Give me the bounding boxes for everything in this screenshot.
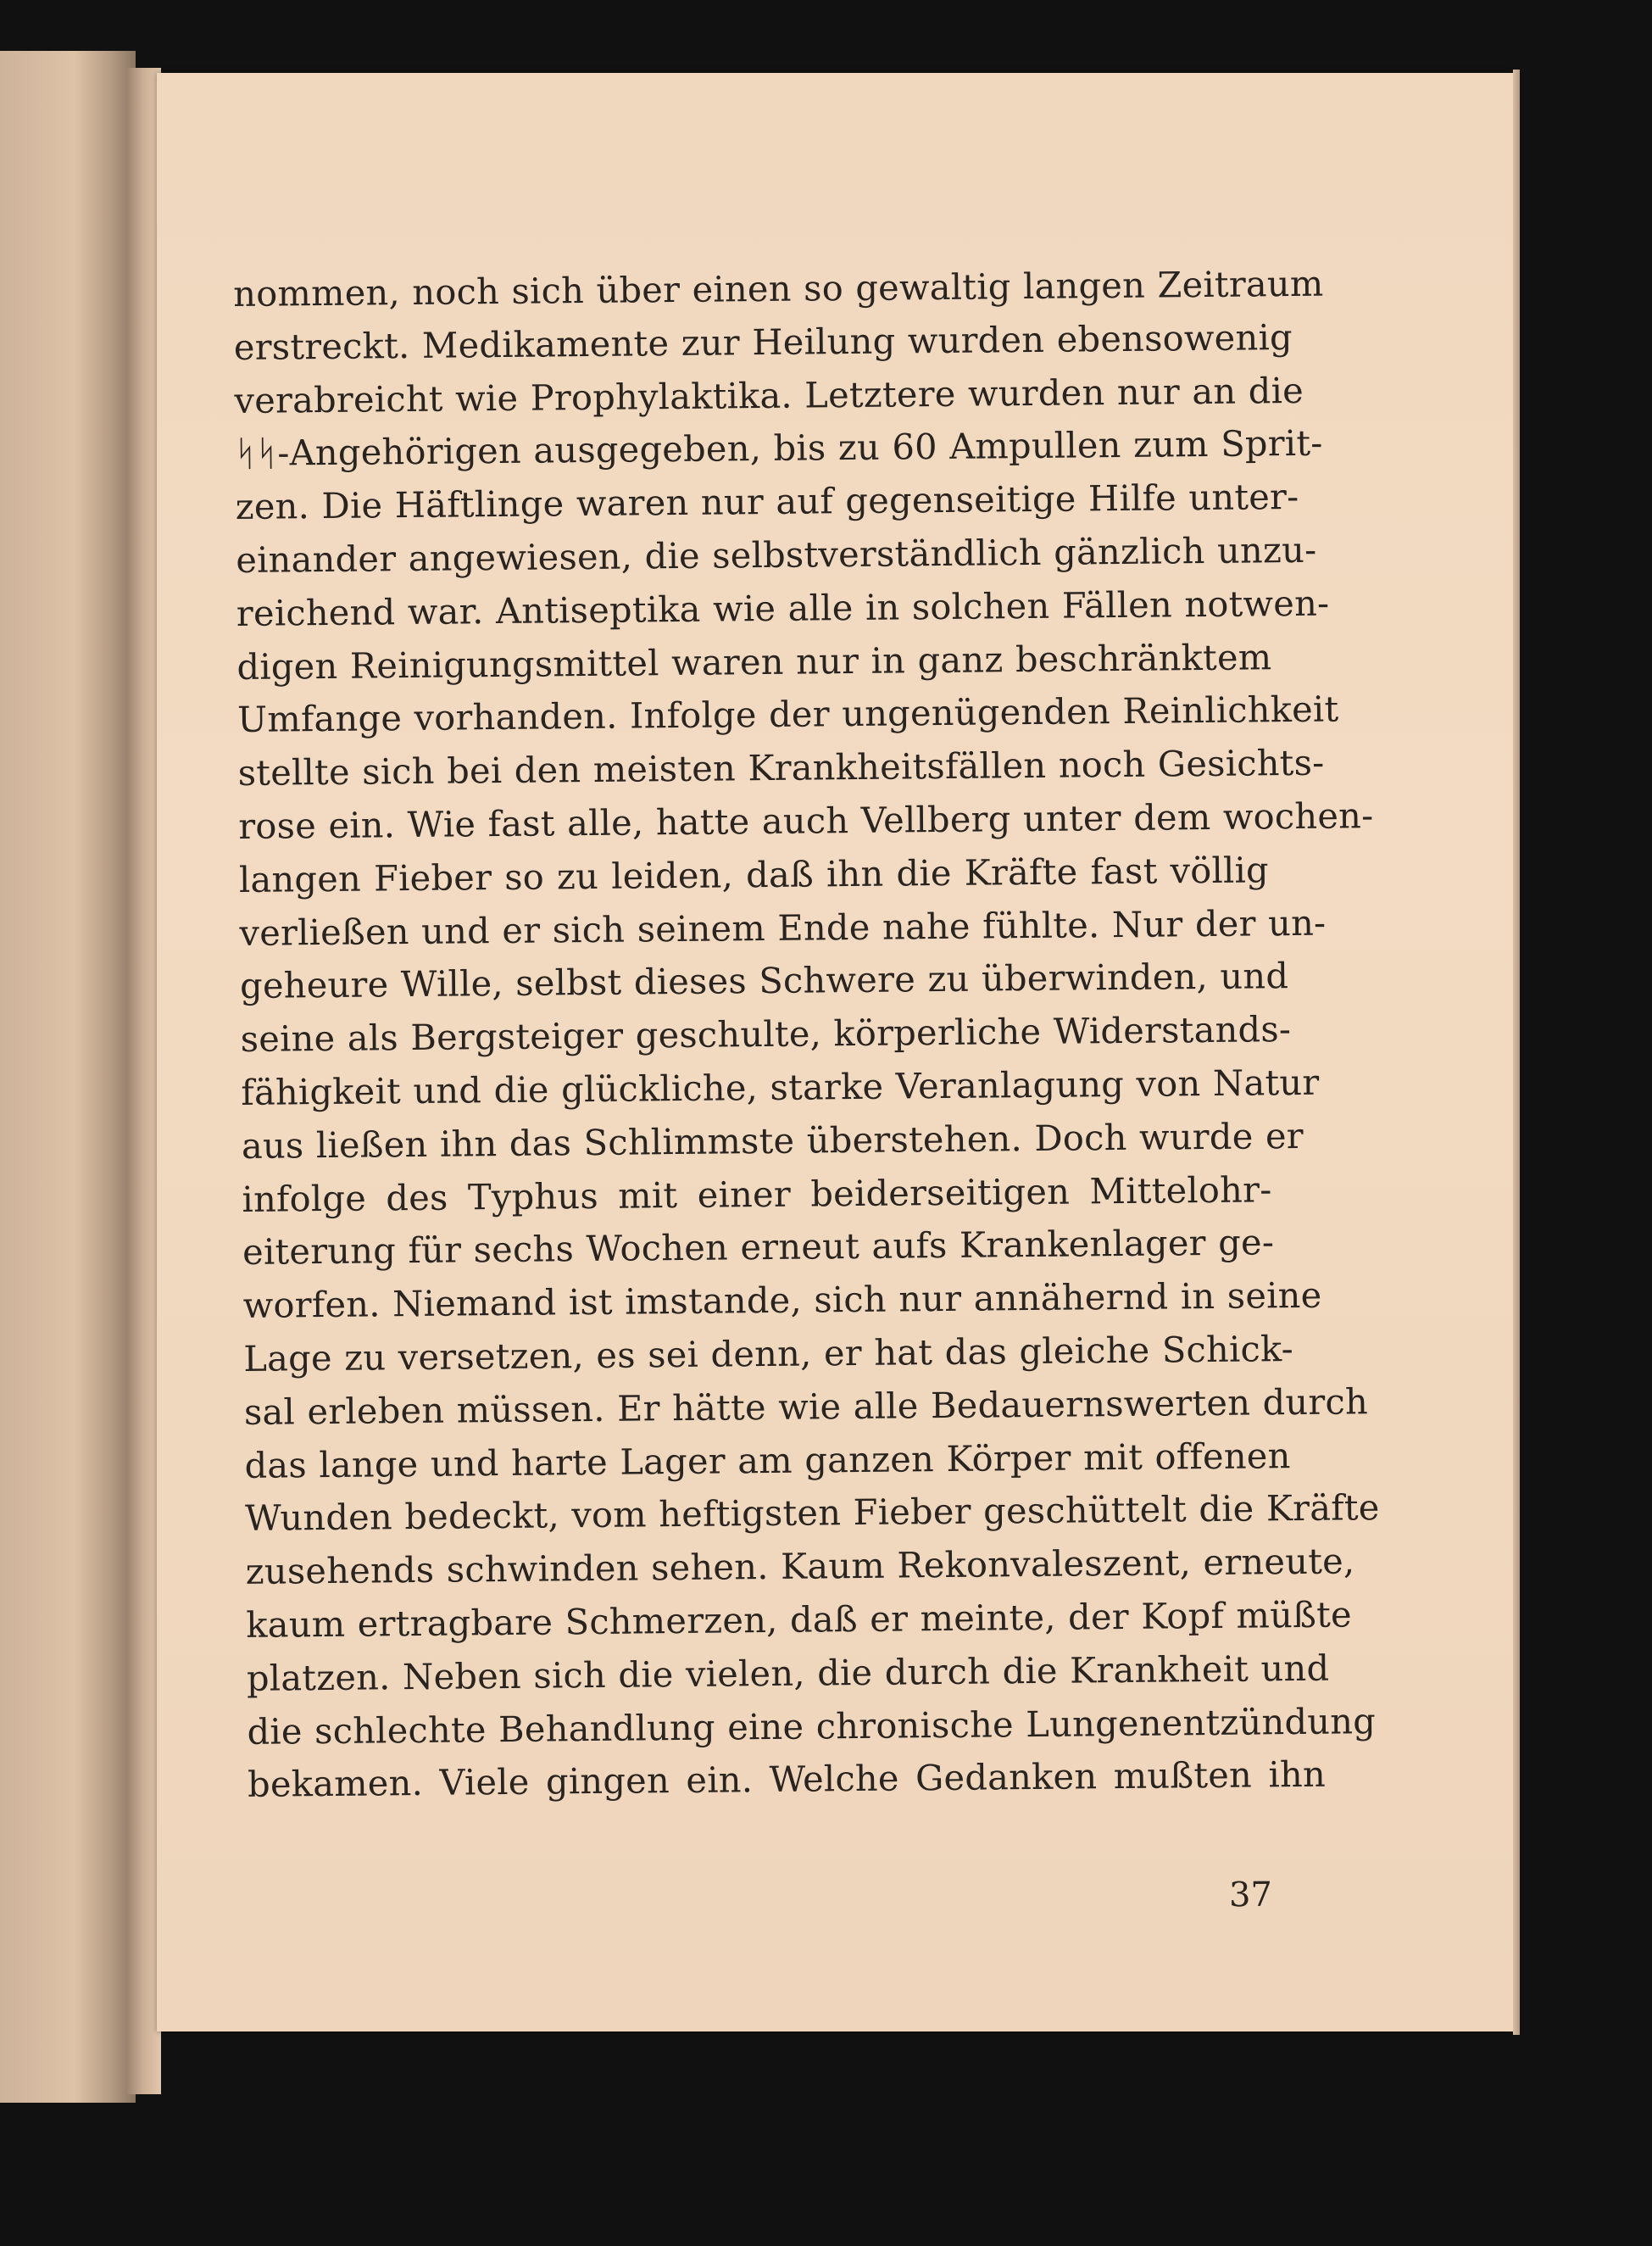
text-line: aus ließen ihn das Schlimmste überstehen. Doch wurde er xyxy=(241,1114,1304,1167)
text-line: die schlechte Behandlung eine chronische Lungenentzündung xyxy=(247,1699,1377,1753)
text-line: bekamen. Viele gingen ein. Welche Gedanken mußten ihn xyxy=(247,1753,1327,1806)
text-line: ᛋᛋ-Angehörigen ausgegeben, bis zu 60 Ampullen zum Sprit- xyxy=(234,422,1323,475)
text-line: stellte sich bei den meisten Krankheitsfällen noch Gesichts- xyxy=(237,741,1325,794)
left-page-edge xyxy=(0,51,136,2103)
text-line: worfen. Niemand ist imstande, sich nur annähernd in seine xyxy=(242,1273,1322,1327)
text-line: infolge des Typhus mit einer beiderseitigen Mittelohr- xyxy=(242,1168,1272,1220)
text-line: eiterung für sechs Wochen erneut aufs Krankenlager ge- xyxy=(242,1221,1275,1273)
page-number: 37 xyxy=(1228,1875,1273,1915)
text-line: reichend war. Antiseptika wie alle in solchen Fällen notwen- xyxy=(236,582,1330,634)
text-line: platzen. Neben sich die vielen, die durch die Krankheit und xyxy=(246,1647,1330,1699)
text-line: seine als Bergsteiger geschulte, körperliche Widerstands- xyxy=(240,1008,1292,1061)
text-line: geheure Wille, selbst dieses Schwere zu überwinden, und xyxy=(239,955,1289,1007)
body-text xyxy=(233,258,1380,1812)
text-line: rose ein. Wie fast alle, hatte auch Vellberg unter dem wochen- xyxy=(238,794,1374,847)
text-line: zusehends schwinden sehen. Kaum Rekonvaleszent, erneute, xyxy=(245,1540,1355,1593)
book-gutter xyxy=(127,68,161,2094)
text-line: fähigkeit und die glückliche, starke Veranlagung von Natur xyxy=(241,1061,1320,1113)
text-line: kaum ertragbare Schmerzen, daß er meinte, der Kopf müßte xyxy=(246,1593,1353,1646)
text-line: Wunden bedeckt, vom heftigsten Fieber geschüttelt die Kräfte xyxy=(244,1486,1380,1540)
right-page-edge xyxy=(1513,70,1520,2035)
text-line: sal erleben müssen. Er hätte wie alle Bedauernswerten durch xyxy=(243,1379,1369,1433)
text-line: digen Reinigungsmittel waren nur in ganz beschränktem xyxy=(236,635,1272,688)
text-line: verließen und er sich seinem Ende nahe fühlte. Nur der un- xyxy=(239,901,1327,954)
book-page xyxy=(157,73,1513,2031)
text-line: langen Fieber so zu leiden, daß ihn die Kräfte fast völlig xyxy=(238,849,1270,900)
text-line: verabreicht wie Prophylaktika. Letztere wurden nur an die xyxy=(234,369,1304,421)
text-line: das lange und harte Lager am ganzen Körper mit offenen xyxy=(244,1434,1291,1486)
text-line: nommen, noch sich über einen so gewaltig langen Zeitraum xyxy=(233,262,1324,315)
text-line: Umfange vorhanden. Infolge der ungenügenden Reinlichkeit xyxy=(236,688,1339,741)
text-line: zen. Die Häftlinge waren nur auf gegenseitige Hilfe unter- xyxy=(235,476,1299,528)
text-line: Lage zu versetzen, es sei denn, er hat das gleiche Schick- xyxy=(243,1327,1294,1379)
text-line: einander angewiesen, die selbstverständlich gänzlich unzu- xyxy=(236,528,1317,581)
text-line: erstreckt. Medikamente zur Heilung wurden ebensowenig xyxy=(233,315,1293,368)
